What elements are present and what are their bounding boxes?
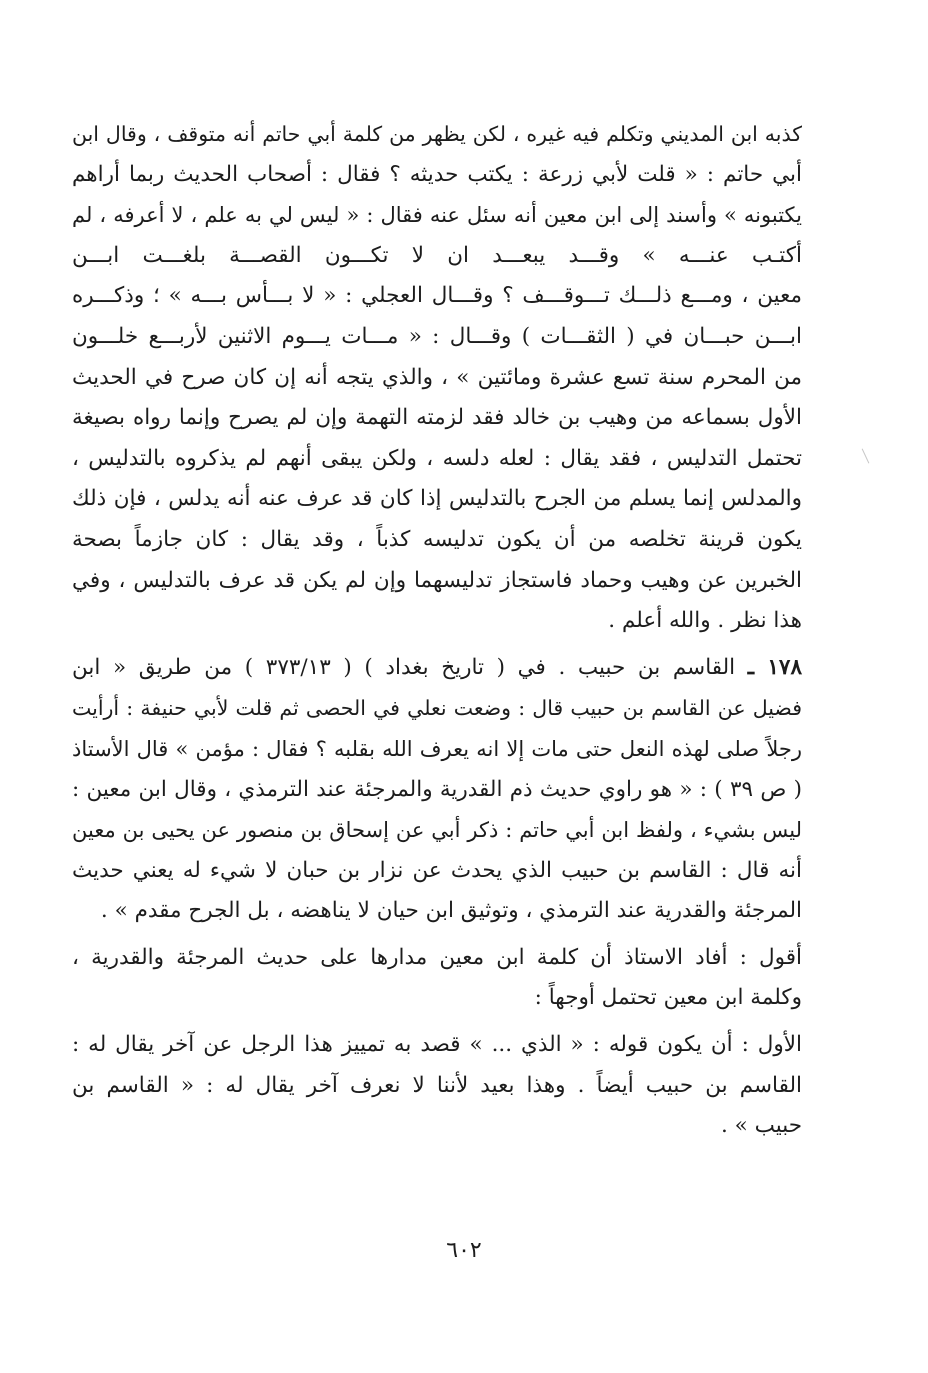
paragraph-4	[72, 1025, 802, 1147]
text-line: القاسم بن حبيب أيضاً . وهذا بعيد لأننا لا نعرف آخر يقال له : « القاسم بن	[72, 1072, 802, 1098]
text-line: الخبرين عن وهيب وحماد فاستجاز تدليسهما وإن لم يكن قد عرف بالتدليس ، وفي	[72, 567, 802, 593]
text-line: حبيب » .	[720, 1113, 802, 1139]
text-line: أبي حاتم : « قلت لأبي زرعة : يكتب حديثه ؟ فقال : أصحاب الحديث ربما أراهم	[72, 161, 802, 187]
text-line: والمدلس إنما يسلم من الجرح بالتدليس إذا كان قد عرف عنه أنه يدلس ، فإن ذلك	[72, 486, 802, 512]
text-line: من المحرم سنة تسع عشرة ومائتين » ، والذي يتجه أنه إن كان صرح في الحديث	[72, 364, 802, 390]
paragraph-entry-178	[72, 648, 802, 932]
text-line: رجلاً صلى لهذه النعل حتى مات إلا انه يعرف الله بقلبه ؟ فقال : مؤمن » قال الأستاذ	[72, 736, 802, 761]
text-line: ( ص ٣٩ ) : « هو راوي حديث ذم القدرية والمرجئة عند الترمذي ، وقال ابن معين :	[72, 776, 802, 802]
text-line: أقول : أفاد الاستاذ أن كلمة ابن معين مدارها على حديث المرجئة والقدرية ،	[72, 944, 802, 970]
text-line: وكلمة ابن معين تحتمل أوجهاً :	[534, 985, 802, 1011]
text-line: أكتـب عنـــه » وقـــد يبعـــد ان لا تكـــون القصـــة بلغـــت ابـــن	[72, 242, 802, 268]
page-number: ٦٠٢	[446, 1238, 482, 1263]
scan-artifact	[862, 449, 870, 464]
paragraph-3	[72, 938, 802, 1019]
text-line: يكون قرينة تخلصه من أن يكون تدليسه كذباً ، وقد يقال : كان جازماً بصحة	[72, 526, 802, 552]
text-line: الأول بسماعه من وهيب بن خالد فقد لزمته التهمة وإن لم يصرح وإنما رواه بصيغة	[72, 405, 802, 431]
paragraph-1	[72, 114, 802, 642]
page-body	[72, 114, 802, 1264]
text-line: أنه قال : القاسم بن حبيب الذي يحدث عن نزار بن حبان لا شيء له يعني حديث	[72, 857, 802, 883]
text-line: تحتمل التدليس ، فقد يقال : لعله دلسه ، ولكن يبقى أنهم لم يذكروه بالتدليس ،	[72, 445, 802, 471]
entry-first-line: القاسم بن حبيب . في ( تاريخ بغداد ) ( ٣٧٣/١٣ ) من طريق « ابن	[72, 654, 748, 680]
text-line: ليس بشيء ، ولفظ ابن أبي حاتم : ذكر أبي عن إسحاق بن منصور عن يحيى بن معين	[72, 818, 802, 843]
text-line: معين ، ومـــع ذلـــك تـــوقـــف ؟ وقـــال العجلي : « لا بـــأس بـــه » ؛ وذكـــره	[72, 283, 802, 309]
text-line: هذا نظر . والله أعلم .	[608, 608, 802, 634]
text-line: الأول : أن يكون قوله : « الذي ... » قصد به تمييز هذا الرجل عن آخر يقال له :	[72, 1032, 802, 1058]
text-line: يكتبونه » وأسند إلى ابن معين أنه سئل عنه فقال : « ليس لي به علم ، لا أعرفه ، لم	[72, 203, 802, 228]
text-line: فضيل عن القاسم بن حبيب قال : وضعت نعلي في الحصى ثم قلت لأبي حنيفة : أرأيت	[72, 696, 802, 721]
text-line: ابـــن حبـــان في ( الثقـــات ) وقـــال : « مـــات يـــوم الاثنين لأربـــع خلـــون	[72, 323, 802, 349]
text-line: كذبه ابن المديني وتكلم فيه غيره ، لكن يظهر من كلمة أبي حاتم أنه متوقف ، وقال ابن	[72, 122, 802, 146]
entry-number: ١٧٨ ـ	[747, 654, 802, 680]
text-line: المرجئة والقدرية عند الترمذي ، وتوثيق ابن حيان لا يناهضه ، بل الجرح مقدم » .	[100, 898, 802, 924]
text-line	[72, 648, 802, 689]
